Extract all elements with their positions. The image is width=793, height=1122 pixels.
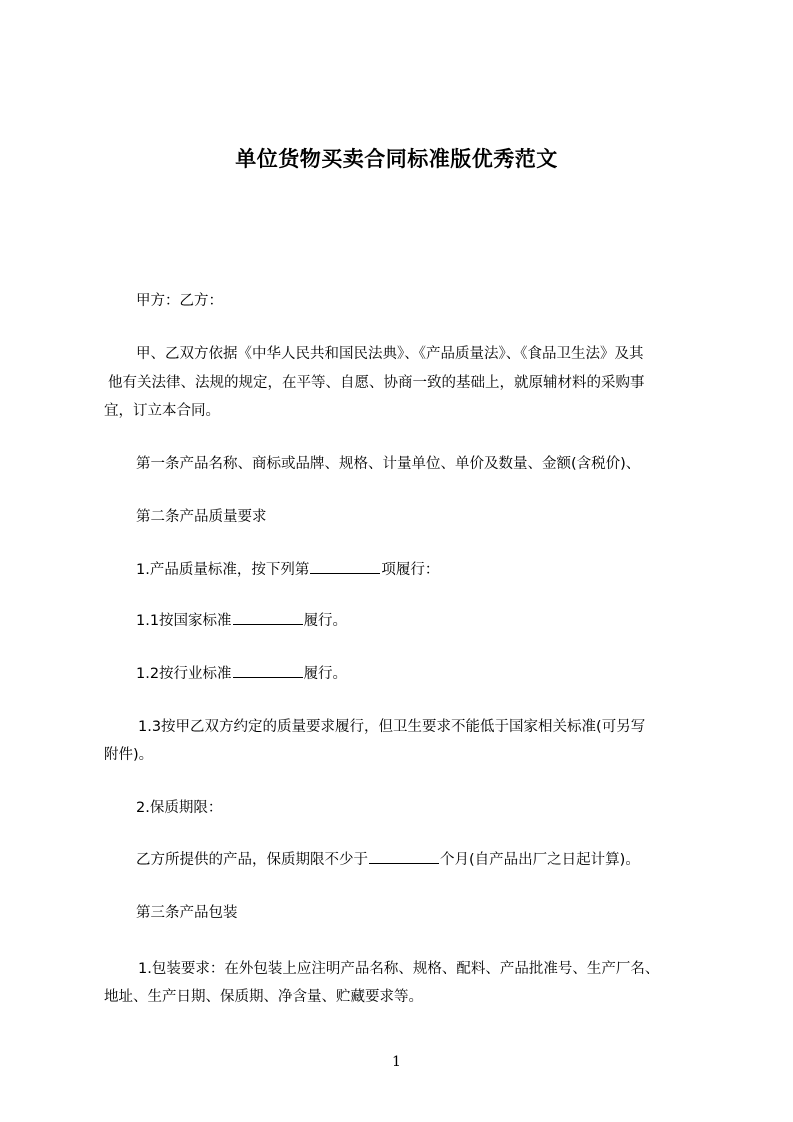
article-3-heading: 第三条产品包装: [136, 905, 238, 921]
intro-line-2: 他有关法律、法规的规定，在平等、自愿、协商一致的基础上，就原辅材料的采购事: [108, 375, 645, 391]
intro-line-3: 宜，订立本合同。: [104, 403, 220, 419]
page-number: 1: [392, 1054, 401, 1070]
item-1-blank: [310, 559, 380, 574]
item-1-3-line-2: 附件)。: [104, 747, 154, 763]
document-title: 单位货物买卖合同标准版优秀范文: [235, 147, 558, 171]
item-1-3-line-1: 1.3按甲乙双方约定的质量要求履行，但卫生要求不能低于国家相关标准(可另写: [138, 719, 646, 735]
item-1-2-blank: [233, 663, 303, 678]
parties-line: 甲方：乙方：: [136, 293, 223, 309]
article-2-heading: 第二条产品质量要求: [136, 509, 267, 525]
item-2-blank: [369, 849, 439, 864]
article-1-heading: 第一条产品名称、商标或品牌、规格、计量单位、单价及数量、金额(含税价)、: [136, 456, 641, 472]
item-2-text-start: 乙方所提供的产品，保质期限不少于: [136, 852, 368, 868]
item-1-1-line: [104, 607, 736, 636]
item-1-1-text-end: 履行。: [303, 613, 348, 629]
item-2-text: [104, 846, 736, 875]
item-1-text-end: 项履行：: [381, 562, 440, 578]
item-1-text-start: 1.产品质量标准，按下列第: [136, 562, 310, 578]
item-1-2-text-end: 履行。: [303, 666, 348, 682]
intro-line-1: 甲、乙双方依据《中华人民共和国民法典》、《产品质量法》、《食品卫生法》及其: [136, 346, 644, 362]
item-1-1-blank: [233, 610, 303, 625]
item-2-text-end: 个月(自产品出厂之日起计算)。: [440, 852, 640, 868]
item-1-1-text-start: 1.1按国家标准: [136, 613, 232, 629]
item-1-line: [104, 556, 736, 585]
packaging-line-1: 1.包装要求：在外包装上应注明产品名称、规格、配料、产品批准号、生产厂名、: [138, 961, 660, 977]
item-1-2-text-start: 1.2按行业标准: [136, 666, 232, 682]
item-2-heading: 2.保质期限：: [136, 800, 223, 816]
item-1-2-line: [104, 660, 736, 689]
packaging-line-2: 地址、生产日期、保质期、净含量、贮藏要求等。: [104, 989, 423, 1005]
